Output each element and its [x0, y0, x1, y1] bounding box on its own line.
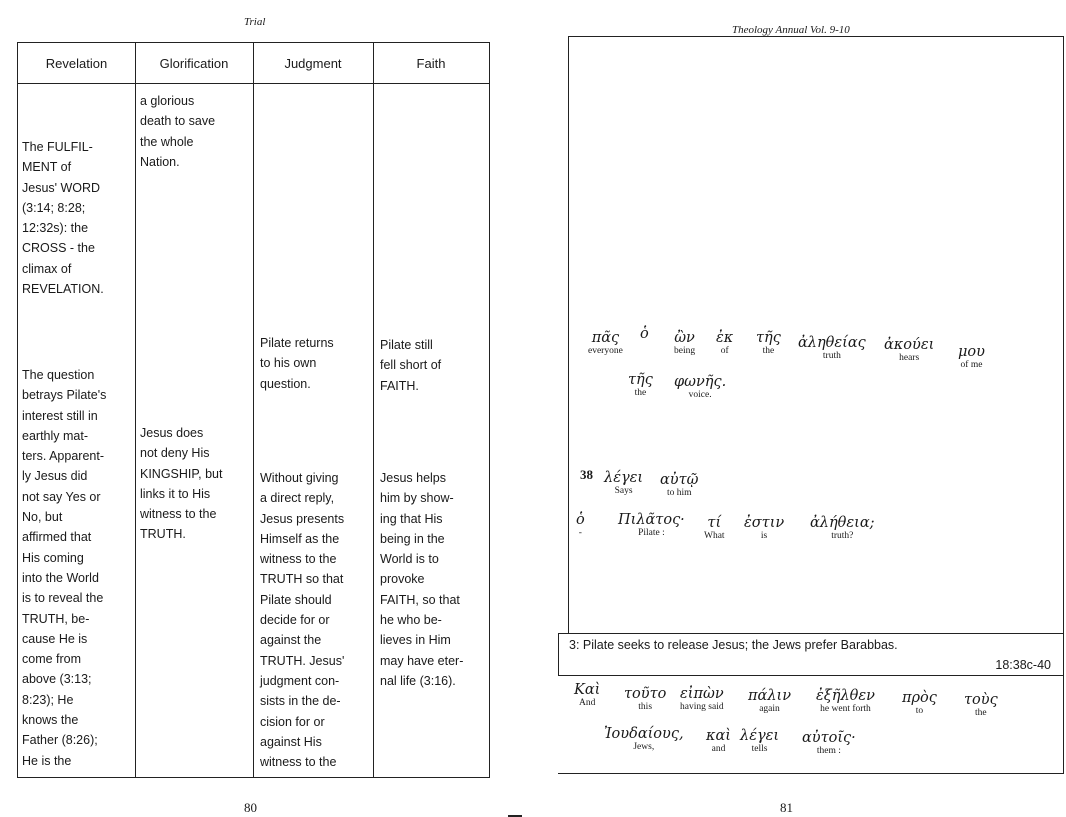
- english-gloss: again: [759, 704, 780, 714]
- column-divider: [373, 43, 374, 777]
- interlinear-word: [964, 692, 998, 718]
- english-gloss: having said: [680, 702, 724, 712]
- page-number-right: 81: [780, 800, 793, 815]
- english-gloss: tells: [751, 744, 768, 754]
- english-gloss: is: [760, 531, 768, 541]
- interlinear-word: [660, 472, 698, 498]
- interlinear-word: [674, 374, 726, 400]
- greek-word: ὁ: [640, 326, 649, 342]
- column-divider: [135, 43, 136, 777]
- interlinear-word: [704, 515, 725, 541]
- interlinear-word: [604, 726, 684, 752]
- interlinear-word: [802, 730, 856, 756]
- header-judgment: Judgment: [284, 55, 342, 71]
- interlinear-word: [604, 470, 643, 496]
- english-gloss: Says: [614, 486, 633, 496]
- section-reference: 18:38c-40: [995, 658, 1051, 672]
- interlinear-word: [958, 344, 985, 370]
- greek-word: πρὸς: [902, 690, 937, 706]
- greek-word: αὐτῷ: [660, 472, 699, 488]
- interlinear-word: [810, 515, 875, 541]
- greek-word: τοῦτο: [624, 686, 667, 702]
- english-gloss: and: [711, 744, 726, 754]
- greek-word: ὁ: [576, 512, 585, 528]
- greek-word: ἀληθείας: [798, 335, 866, 351]
- english-gloss: truth: [822, 351, 841, 361]
- cell-judgment-1: Pilate returns to his own question.: [260, 336, 334, 391]
- english-gloss: hears: [899, 353, 920, 363]
- greek-word: ἐκ: [716, 330, 734, 346]
- greek-word: ἐξῆλθεν: [816, 688, 875, 704]
- greek-word: Καὶ: [574, 682, 601, 698]
- greek-word: τοὺς: [964, 692, 998, 708]
- running-head-right: Theology Annual Vol. 9-10: [732, 24, 850, 36]
- greek-word: πᾶς: [591, 330, 620, 346]
- cell-glorification-2: Jesus does not deny His KINGSHIP, but links it to His witness to the TRUTH.: [140, 426, 223, 542]
- interlinear-word: [618, 512, 685, 538]
- greek-word: εἰπὼν: [680, 686, 724, 702]
- greek-word: Πιλᾶτος·: [618, 512, 685, 528]
- interlinear-word: [680, 686, 724, 712]
- right-page: [540, 0, 1066, 816]
- interlinear-word: [756, 330, 781, 356]
- greek-word: ἐστιν: [744, 515, 785, 531]
- cell-faith-1: Pilate still fell short of FAITH.: [380, 338, 442, 393]
- greek-word: τί: [707, 515, 722, 531]
- english-gloss: the: [975, 708, 987, 718]
- english-gloss: he went forth: [820, 704, 871, 714]
- english-gloss: the: [762, 346, 775, 356]
- greek-word: τῆς: [628, 372, 653, 388]
- greek-word: πάλιν: [748, 688, 792, 704]
- verse-number: 38: [580, 467, 593, 482]
- greek-word: καὶ: [706, 728, 731, 744]
- english-gloss: being: [674, 346, 696, 356]
- greek-word: ἀλήθεια;: [810, 515, 875, 531]
- english-gloss: Jews,: [633, 742, 655, 752]
- english-gloss: voice.: [688, 390, 712, 400]
- english-gloss: them :: [816, 746, 841, 756]
- greek-word: λέγει: [604, 470, 644, 486]
- cell-glorification-1: a glorious death to save the whole Nation.: [140, 94, 216, 169]
- greek-word: ἀκούει: [884, 337, 935, 353]
- interlinear-word: [748, 688, 791, 714]
- english-gloss: everyone: [588, 346, 623, 356]
- greek-word: λέγει: [740, 728, 780, 744]
- english-gloss: -: [578, 528, 582, 538]
- page-number-left: 80: [244, 800, 257, 815]
- interlinear-word: [640, 326, 649, 352]
- english-gloss: to: [915, 706, 924, 716]
- section-title: 3: Pilate seeks to release Jesus; the Jews prefer Barabbas.: [569, 638, 898, 652]
- english-gloss: of me: [960, 360, 983, 370]
- interlinear-word: [816, 688, 875, 714]
- interlinear-word: [716, 330, 733, 356]
- interlinear-word: [798, 335, 866, 361]
- header-faith: Faith: [416, 55, 446, 71]
- interlinear-word: [706, 728, 731, 754]
- greek-word: τῆς: [756, 330, 781, 346]
- interlinear-word: [884, 337, 934, 363]
- interlinear-word: [674, 330, 695, 356]
- greek-word: ὢν: [674, 330, 695, 346]
- english-gloss: of: [720, 346, 729, 356]
- comparison-table: [17, 42, 490, 778]
- cell-revelation-1: The FULFIL- MENT of Jesus' WORD (3:14; 8:28; 12:32s): the CROSS - the climax of REVELATION.: [22, 140, 104, 297]
- english-gloss: What: [704, 531, 725, 541]
- cell-faith-2: Jesus helps him by show- ing that His being in the World is to provoke FAITH, so that he who be- lieves in Him may have eter- nal life (3:16).: [380, 471, 464, 688]
- english-gloss: to him: [666, 488, 692, 498]
- running-head-left: Trial: [244, 16, 266, 28]
- english-gloss: And: [578, 698, 596, 708]
- interlinear-word: [744, 515, 784, 541]
- cell-revelation-2: The question betrays Pilate's interest still in earthly mat- ters. Apparent- ly Jesus did not say Yes or No, but affirmed that His coming into the World is to reveal the TRUTH, be- cause He is come from above (3:13; 8:23); He knows the Father (8:26); He is the: [22, 368, 107, 768]
- interlinear-word: [576, 512, 585, 538]
- english-gloss: Pilate :: [638, 528, 665, 538]
- interlinear-word: [628, 372, 653, 398]
- interlinear-word: [624, 686, 666, 712]
- english-gloss: the: [634, 388, 647, 398]
- interlinear-word: [588, 330, 623, 356]
- cell-judgment-2: Without giving a direct reply, Jesus presents Himself as the witness to the TRUTH so that Pilate should decide for or against the TRUTH. Jesus' judgment con- sists in the de- cision for or against His witness to the: [260, 471, 345, 770]
- left-page: [0, 0, 520, 816]
- greek-word: φωνῆς.: [674, 374, 727, 390]
- english-gloss: truth?: [831, 531, 854, 541]
- greek-word: Ἰουδαίους,: [604, 726, 684, 742]
- english-gloss: this: [638, 702, 653, 712]
- english-gloss: [640, 342, 649, 352]
- header-glorification: Glorification: [159, 55, 229, 71]
- interlinear-word: [574, 682, 600, 708]
- section-heading-box: [558, 633, 1064, 676]
- greek-word: αὐτοῖς·: [802, 730, 856, 746]
- interlinear-word: [902, 690, 937, 716]
- column-divider: [253, 43, 254, 777]
- greek-word: μου: [958, 344, 985, 360]
- interlinear-word: [740, 728, 779, 754]
- header-revelation: Revelation: [45, 55, 108, 71]
